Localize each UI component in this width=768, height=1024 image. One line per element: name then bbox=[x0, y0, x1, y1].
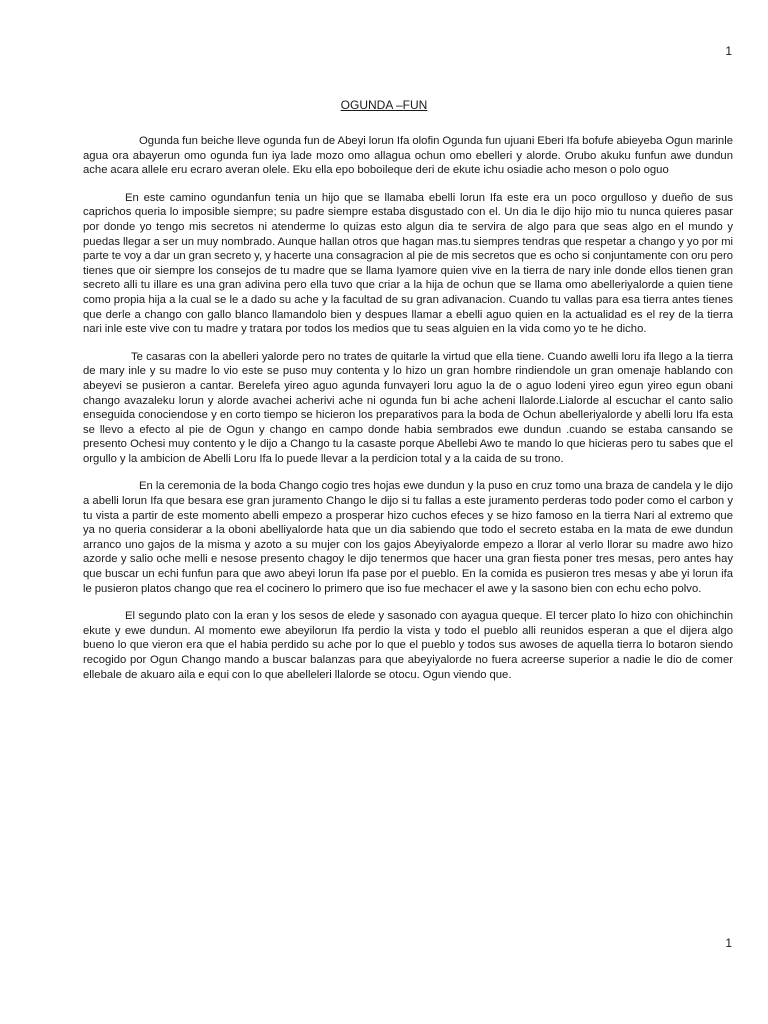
paragraph-4: En la ceremonia de la boda Chango cogio tres hojas ewe dundun y la puso en cruz tomo una braza de candela y le dijo a abelli lorun Ifa que besara ese gran juramento Chango le dijo si tu fallas a este juramento perderas todo poder como el carbon y tu vista a partir de este momento abelli empezo a prosperar hizo cuchos efeces y se hizo famoso en la tierra Nari al extremo que ya no queria considerar a la oboni abelliyalorde hata que un dia sabiendo que todo el secreto estaba en la mata de ewe dundun arranco uno gajos de la misma y azoto a su mujer con los gajos Abeyiyalorde empezo a llorar al verlo llorar su madre awo hizo azorde y salio oche melli e nesose presento chagoy le dijo tenermos que hacer una gran fiesta poner tres mesas, pero antes hay que buscar un echi funfun para que awo abeyi lorun Ifa pase por el pueblo. En la comida es pusieron tres mesas y abe yi lorun ifa le pusieron platos chango que rea el cocinero lo primero que iso fue mechacer el awe y la sasono bien con echu echo polvo. bbox=[83, 480, 733, 595]
document-body bbox=[83, 134, 733, 695]
paragraph-5: El segundo plato con la eran y los sesos de elede y sasonado con ayagua queque. El tercer plato lo hizo con ohichinchin ekute y ewe dundun. Al momento ewe abeyilorun Ifa perdio la vista y todo el pueblo alli reunidos esperan a que el dijera algo bueno lo que vieron era que el habia perdido su ache por lo que el pueblo y todos sus awoses de aquella tierra lo botaron siendo recogido por Ogun Chango mando a buscar balanzas para que abeyiyalorde no fuera acreerse superior a nadie le dio de comer ellebale de akuaro aila e equi con lo que abelleleri llalorde se otocu. Ogun viendo que. bbox=[83, 610, 733, 681]
paragraph-1: Ogunda fun beiche lleve ogunda fun de Abeyi lorun Ifa olofin Ogunda fun ujuani Eberi Ifa bofufe abieyeba Ogun marinle agua ora abayerun omo ogunda fun iya lade mozo omo allagua ochun omo ebelleri y alorde. Orubo akuku funfun awe dundun ache acara allele eru ecraro averan olele. Eku ella epo boboileque deri de ekute ichu osiadie acho meson o polo oguo bbox=[83, 135, 733, 177]
document-title: OGUNDA –FUN bbox=[340, 98, 428, 112]
page-number-bottom: 1 bbox=[725, 936, 732, 950]
paragraph-2: En este camino ogundanfun tenia un hijo que se llamaba ebelli lorun Ifa este era un poco orgulloso y dueño de sus caprichos queria lo imposible siempre; su padre siempre estaba disgustado con el. Un dia le dijo hijo mio tu nunca quieres pasar por donde yo tengo mis secretos ni atenderme lo quizas esto algun dia te servira de algo para que seas algo en el mundo y puedas llegar a ser un muy nombrado. Aunque hallan otros que hagan mas.tu siempres tendras que respetar a chango y yo por mi parte te voy a dar un gran secreto y, y hacerte una consagracion al pie de mis secretos que es ocho si conjuntamente con oru pero tienes que oir siempre los consejos de tu madre que se llama Iyamore quien vive en la tierra de nary inle donde ellos tienen gran secreto alli tu illare es una gran adivina pero ella tuvo que criar a la hija de ochun que se llama omo abelleriyalorde a quien tiene como propia hija a la cual se le a dado su ache y la facultad de su gran adivanacion. Cuando tu vallas para esa tierra antes tienes que derle a chango con gallo blanco llamandolo bien y despues llamar a ebelli aguo quien en la actualidad es el rey de la tierra nari inle este vive con tu madre y tratara por todos los medios que tu seas alguien en la vida como yo te he dicho. bbox=[83, 191, 733, 336]
page-number-top: 1 bbox=[725, 44, 732, 58]
paragraph-3: Te casaras con la abelleri yalorde pero no trates de quitarle la virtud que ella tiene. Cuando awelli loru ifa llego a la tierra de mary inle y su madre lo vio este se puso muy contenta y lo hizo un gran hombre rindiendole un gran omenaje hablando con abeyevi se pusieron a cantar. Berelefa yireo aguo agunda funvayeri loru aguo la de o aguo lodeni yireo egun yireo egun obani chango avazaleku lorun y alorde avachei acherivi ache ni ogunda fun bi ache acheni llalorde.Lialorde al escuchar el canto salio enseguida conociendose y en corto tiempo se hicieron los preparativos para la boda de Ochun abelleriyalorde y abelli loru Ifa esta se llevo a efecto al pie de Ogun y chango en campo donde habia sembrados ewe dundun .cuando se estaba cansando se presento Ochesi muy contento y le dijo a Chango tu la casaste porque Abellebi Awo te mando lo que hicieras pero tu sabes que el orgullo y la ambicion de Abelli Loru Ifa lo puede llevar a la perdicion total y a la caida de su trono. bbox=[83, 350, 733, 465]
